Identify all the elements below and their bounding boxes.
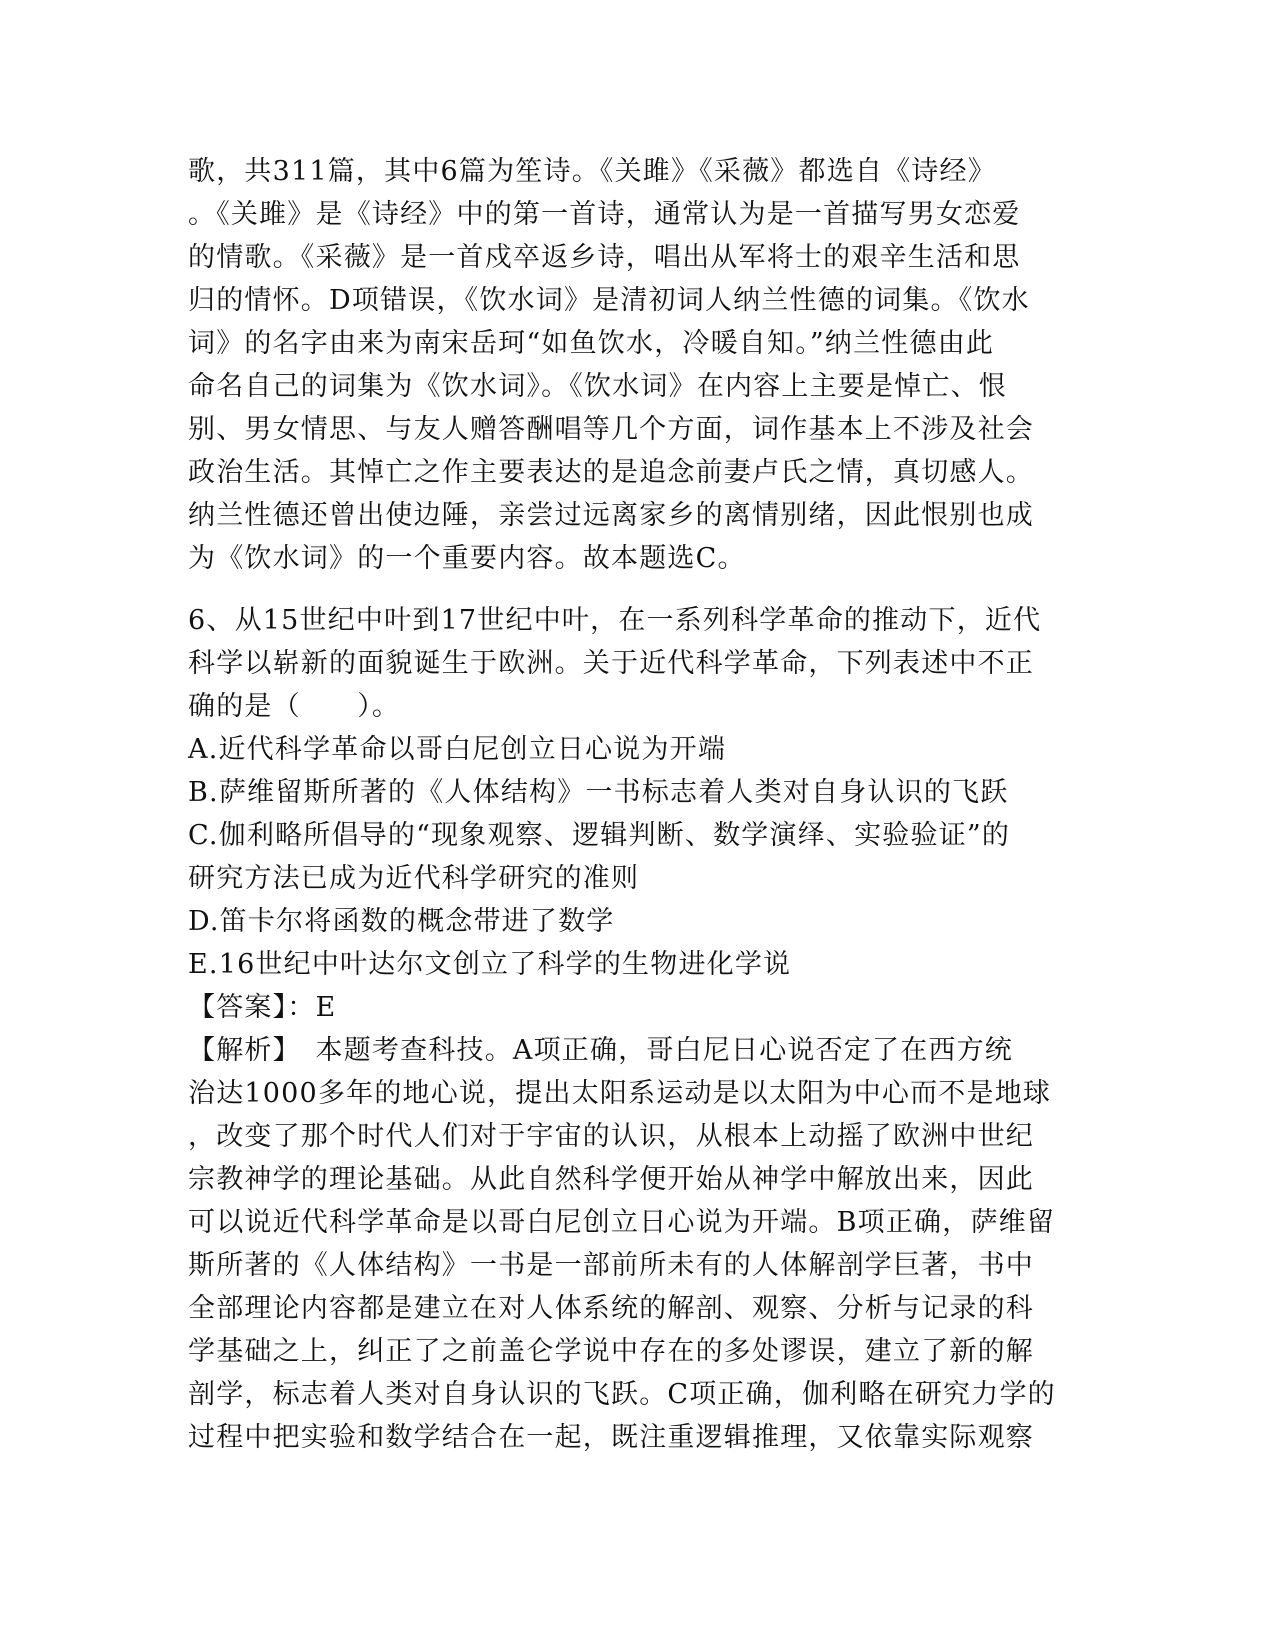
paragraph-line: 词》的名字由来为南宋岳珂“如鱼饮水，冷暖自知。”纳兰性德由此 [188, 328, 995, 359]
option-c: C.伽利略所倡导的“现象观察、逻辑判断、数学演绎、实验验证”的 [188, 820, 1011, 851]
explanation-line: 学基础之上，纠正了之前盖仑学说中存在的多处谬误，建立了新的解 [188, 1336, 1034, 1367]
explanation-line: 斯所著的《人体结构》一书是一部前所未有的人体解剖学巨著，书中 [188, 1250, 1034, 1281]
explanation-line: 可以说近代科学革命是以哥白尼创立日心说为开端。B项正确，萨维留 [188, 1207, 1056, 1238]
explanation-line: 过程中把实验和数学结合在一起，既注重逻辑推理，又依靠实际观察 [188, 1422, 1034, 1453]
option-e: E.16世纪中叶达尔文创立了科学的生物进化学说 [188, 949, 792, 980]
question-options [188, 728, 1088, 986]
paragraph-line: 政治生活。其悼亡之作主要表达的是追念前妻卢氏之情，真切感人。 [188, 457, 1034, 488]
question-6 [188, 599, 1088, 1459]
paragraph-line: 歌，共311篇，其中6篇为笙诗。《关雎》《采薇》都选自《诗经》 [188, 156, 996, 187]
paragraph-line: 纳兰性德还曾出使边陲，亲尝过远离家乡的离情别绪，因此恨别也成 [188, 500, 1034, 531]
page-content [188, 150, 1088, 1459]
explanation-line: 全部理论内容都是建立在对人体系统的解剖、观察、分析与记录的科 [188, 1293, 1034, 1324]
option-d: D.笛卡尔将函数的概念带进了数学 [188, 906, 615, 937]
answer-line: 【答案】：E [188, 992, 337, 1023]
question-stem [188, 599, 1088, 728]
paragraph-line: 别、男女情思、与友人赠答酬唱等几个方面，词作基本上不涉及社会 [188, 414, 1034, 445]
paragraph-line: 命名自己的词集为《饮水词》。《饮水词》在内容上主要是悼亡、恨 [188, 371, 1007, 402]
explanation-line: 剖学，标志着人类对自身认识的飞跃。C项正确，伽利略在研究力学的 [188, 1379, 1056, 1410]
explanation-line: 【解析】 本题考查科技。A项正确，哥白尼日心说否定了在西方统 [188, 1035, 1013, 1066]
stem-line: 科学以崭新的面貌诞生于欧洲。关于近代科学革命，下列表述中不正 [188, 648, 1034, 679]
option-b: B.萨维留斯所著的《人体结构》一书标志着人类对自身认识的飞跃 [188, 777, 1009, 808]
explanation-line: ，改变了那个时代人们对于宇宙的认识，从根本上动摇了欧洲中世纪 [188, 1121, 1034, 1152]
option-a: A.近代科学革命以哥白尼创立日心说为开端 [188, 734, 727, 765]
explanation [188, 1029, 1088, 1459]
explanation-line: 治达1000多年的地心说，提出太阳系运动是以太阳为中心而不是地球 [188, 1078, 1052, 1109]
stem-line: 确的是（ ）。 [188, 691, 401, 722]
explanation-line: 宗教神学的理论基础。从此自然科学便开始从神学中解放出来，因此 [188, 1164, 1034, 1195]
paragraph-line: 的情歌。《采薇》是一首戍卒返乡诗，唱出从军将士的艰辛生活和思 [188, 242, 1021, 273]
paragraph-line: 归的情怀。D项错误，《饮水词》是清初词人纳兰性德的词集。《饮水 [188, 285, 1030, 316]
paragraph-spacer [188, 580, 1088, 599]
paragraph-line: 为《饮水词》的一个重要内容。故本题选C。 [188, 543, 746, 574]
option-c-continued: 研究方法已成为近代科学研究的准则 [188, 863, 640, 894]
stem-line: 6、从15世纪中叶到17世纪中叶，在一系列科学革命的推动下，近代 [188, 605, 1042, 636]
previous-explanation [188, 150, 1088, 580]
paragraph-line: 。《关雎》是《诗经》中的第一首诗，通常认为是一首描写男女恋爱 [188, 199, 1021, 230]
